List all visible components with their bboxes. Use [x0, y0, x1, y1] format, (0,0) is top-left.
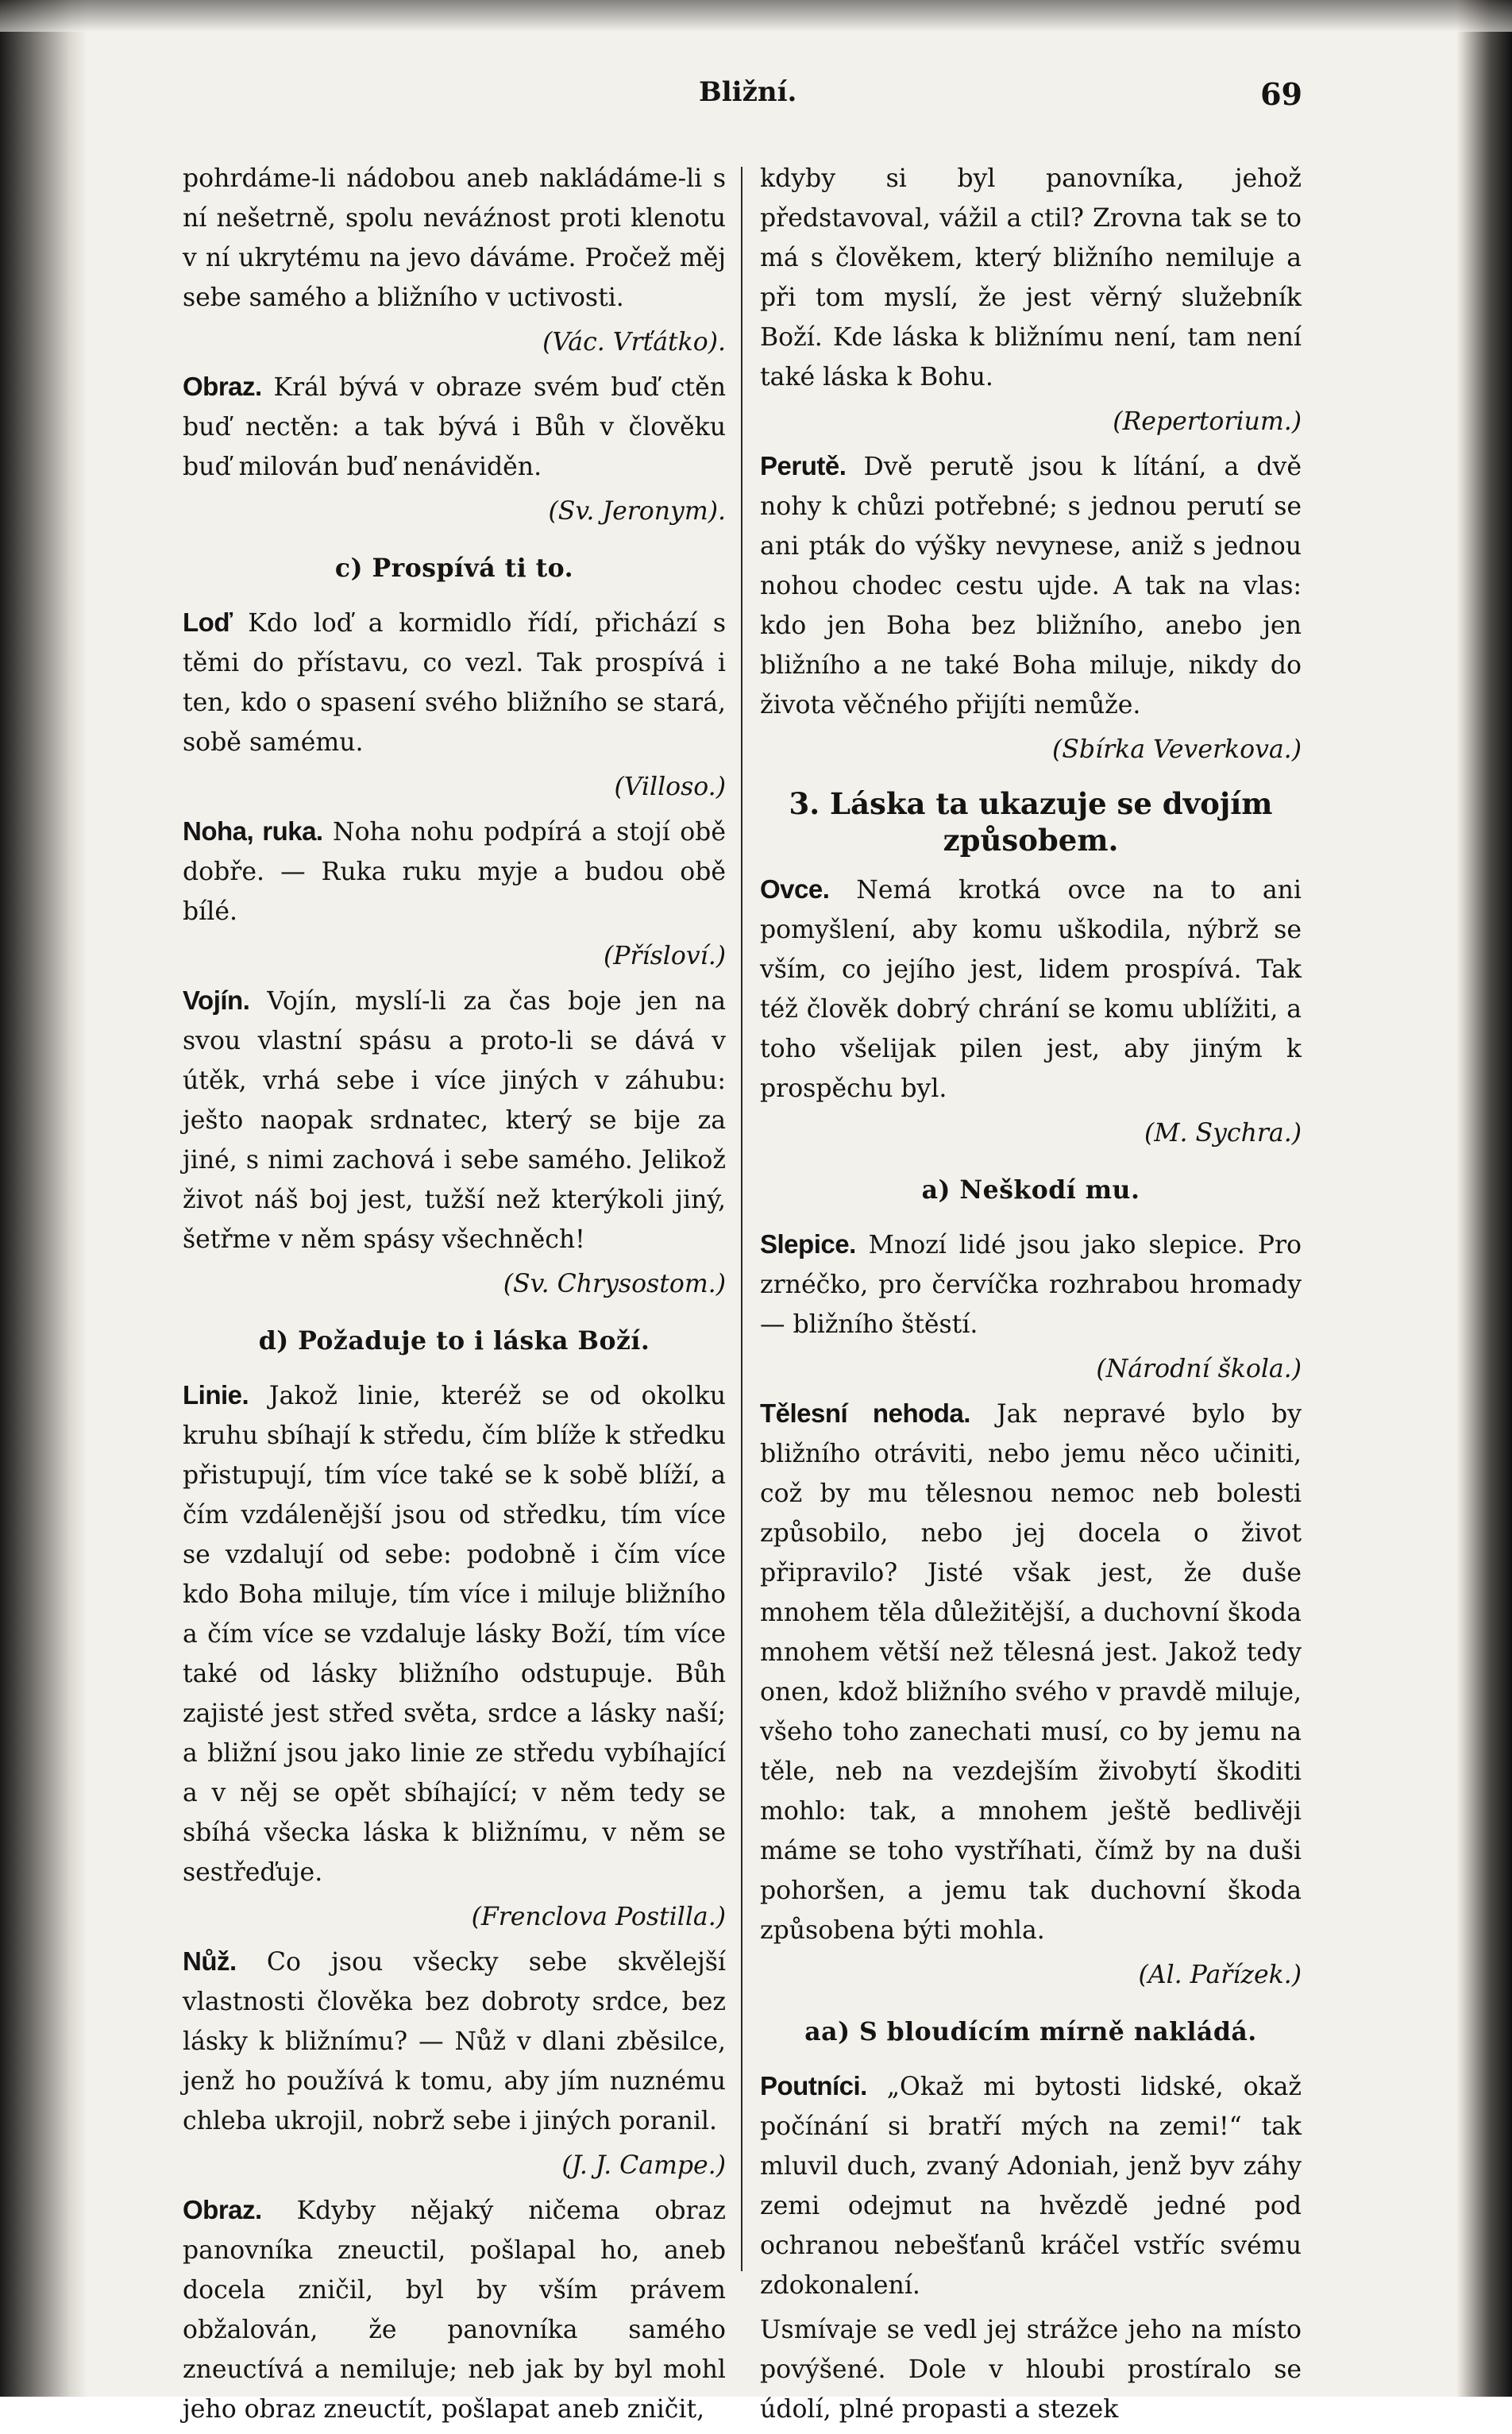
citation: (Villoso.): [614, 773, 726, 801]
subheading: aa) S bloudícím mírně nakládá.: [804, 2017, 1257, 2046]
keyword: Loď: [183, 608, 233, 637]
keyword: Linie.: [183, 1380, 249, 1410]
page-number: 69: [1260, 76, 1302, 112]
page-header: [183, 76, 1302, 124]
paragraph: Ovce. Nemá krotká ovce na to ani pomyšlení, aby komu uškodila, nýbrž se vším, co jejího jest, lidem prospívá. Tak též člověk dobrý chrání se komu ublížiti, a toho všelijak pilen jest, aby jiným k prospěchu byl.: [760, 874, 1302, 1103]
running-head: Bližní.: [699, 76, 797, 108]
paragraph: Perutě. Dvě perutě jsou k lítání, a dvě nohy k chůzi potřebné; s jednou perutí se ani pták do výšky nevynese, aniž s jednou nohou chodec cestu ujde. A tak na vlas: kdo jen Boha bez bližního, anebo jen bližního a ne také Boha miluje, nikdy do života věčného přijíti nemůže.: [760, 451, 1302, 719]
right-column: [760, 159, 1302, 2434]
paragraph: Loď Kdo loď a kormidlo řídí, přichází s těmi do přístavu, co vezl. Tak prospívá i ten, kdo o spasení svého bližního se stará, sobě samému.: [183, 608, 726, 757]
keyword: Poutníci.: [760, 2071, 867, 2100]
citation: (Přísloví.): [604, 942, 726, 970]
keyword: Vojín.: [183, 986, 250, 1015]
citation: (Al. Pařízek.): [1138, 1961, 1302, 1989]
paragraph: pohrdáme-li nádobou aneb nakládáme-li s ní nešetrně, spolu neváźnost proti klenotu v ní ukrytému na jevo dáváme. Pročež měj sebe samého a bližního v uctivosti.: [183, 164, 726, 312]
paragraph: Tělesní nehoda. Jak nepravé bylo by bližního otráviti, nebo jemu něco učiniti, což by mu tělesnou nemoc neb bolesti způsobilo, nebo jej docela o život připravilo? Jisté však jest, že duše mnohem těla důležitější, a duchovní škoda mnohem větší než tělesná jest. Jakož tedy onen, kdož bližního svého v pravdě miluje, všeho toho zanechati musí, co by jemu na těle, neb na vezdejším živobytí škoditi mohlo: tak, a mnohem ještě bedlivěji máme se toho vystříhati, čímž by na duši pohoršen, a jemu tak duchovní škoda způsobena býti mohla.: [760, 1398, 1302, 1945]
paragraph: Nůž. Co jsou všecky sebe skvělejší vlastnosti člověka bez dobroty srdce, bez lásky k bližnímu? — Nůž v dlani zběsilce, jenž ho používá k tomu, aby jím nuznému chleba ukrojil, nobrž sebe i jiných poranil.: [183, 1946, 726, 2135]
keyword: Obraz.: [183, 2195, 262, 2224]
paragraph: Obraz. Král bývá v obraze svém buď ctěn buď nectěn: a tak bývá i Bůh v člověku buď milován buď nenáviděn.: [183, 372, 726, 481]
paragraph: Linie. Jakož linie, kteréž se od okolku kruhu sbíhají k středu, čím blíže k středku přistupují, tím více také se k sobě blíží, a čím vzdálenější jsou od středku, tím více se vzdalují od sebe: podobně i čím více kdo Boha miluje, tím více i miluje bližního a čím více se vzdaluje lásky Boží, tím více také od lásky bližního odstupuje. Bůh zajisté jest střed světa, srdce a lásky naší; a bližní jsou jako linie ze středu vybíhající a v něj se opět sbíhající; v něm tedy se sbíhá všecka láska k bližnímu, v něm se sestřeďuje.: [183, 1380, 726, 1887]
scan-edge-top: [0, 0, 1512, 32]
subheading: c) Prospívá ti to.: [334, 554, 574, 583]
citation: (Sv. Chrysostom.): [503, 1270, 726, 1298]
subheading: a) Neškodí mu.: [921, 1175, 1140, 1205]
keyword: Slepice.: [760, 1229, 856, 1259]
keyword: Tělesní nehoda.: [760, 1398, 970, 1428]
column-divider: [741, 167, 742, 2271]
keyword: Obraz.: [183, 372, 262, 401]
citation: (Sbírka Veverkova.): [1052, 735, 1302, 764]
citation: (Národní škola.): [1096, 1355, 1302, 1383]
keyword: Ovce.: [760, 874, 830, 904]
scan-edge-right: [1456, 0, 1512, 2397]
keyword: Nůž.: [183, 1946, 237, 1976]
subheading: d) Požaduje to i láska Boží.: [258, 1326, 650, 1356]
paragraph: Usmívaje se vedl jej strážce jeho na místo povýšené. Dole v hloubi prostíralo se údolí, plné propasti a stezek: [760, 2316, 1302, 2424]
keyword: Perutě.: [760, 451, 847, 480]
citation: (Frenclova Postilla.): [471, 1903, 726, 1931]
citation: (Sv. Jeronym).: [548, 497, 726, 526]
scan-edge-left: [0, 0, 87, 2397]
citation: (Vác. Vrťátko).: [542, 328, 726, 357]
paragraph: Noha, ruka. Noha nohu podpírá a stojí obě dobře. — Ruka ruku myje a budou obě bílé.: [183, 816, 726, 926]
paragraph: Vojín. Vojín, myslí-li za čas boje jen na svou vlastní spásu a proto-li se dává v útěk, vrhá sebe i více jiných v záhubu: ješto naopak srdnatec, který se bije za jiné, s nimi zachová i sebe samého. Jelikož život náš boj jest, tužší než kterýkoli jiný, šetřme v něm spásy všechněch!: [183, 986, 726, 1254]
paragraph: Poutníci. „Okaž mi bytosti lidské, okaž počínání si bratří mých na zemi!“ tak mluvil duch, zvaný Adoniah, jenž byv záhy zemi odejmut na hvězdě jedné pod ochranou nebešťanů kráčel vstříc svému zdokonalení.: [760, 2071, 1302, 2300]
citation: (M. Sychra.): [1144, 1119, 1302, 1148]
keyword: Noha, ruka.: [183, 816, 323, 846]
paragraph: kdyby si byl panovníka, jehož představoval, vážil a ctil? Zrovna tak se to má s člověkem, který bližního nemiluje a při tom myslí, že jest věrný služebník Boží. Kde láska k bližnímu není, tam není také láska k Bohu.: [760, 164, 1302, 392]
left-column: [183, 159, 726, 2434]
paragraph: Slepice. Mnozí lidé jsou jako slepice. Pro zrnéčko, pro červíčka rozhrabou hromady — bližního štěstí.: [760, 1229, 1302, 1339]
citation: (J. J. Campe.): [561, 2151, 726, 2180]
paragraph: Obraz. Kdyby nějaký ničema obraz panovníka zneuctil, pošlapal ho, aneb docela zničil, byl by vším právem obžalován, že panovníka samého zneuctívá a nemiluje; neb jak by byl mohl jeho obraz zneuctít, pošlapat aneb zničit,: [183, 2195, 726, 2424]
section-title: 3. Láska ta ukazuje se dvojím způsobem.: [789, 786, 1273, 858]
citation: (Repertorium.): [1113, 407, 1302, 436]
